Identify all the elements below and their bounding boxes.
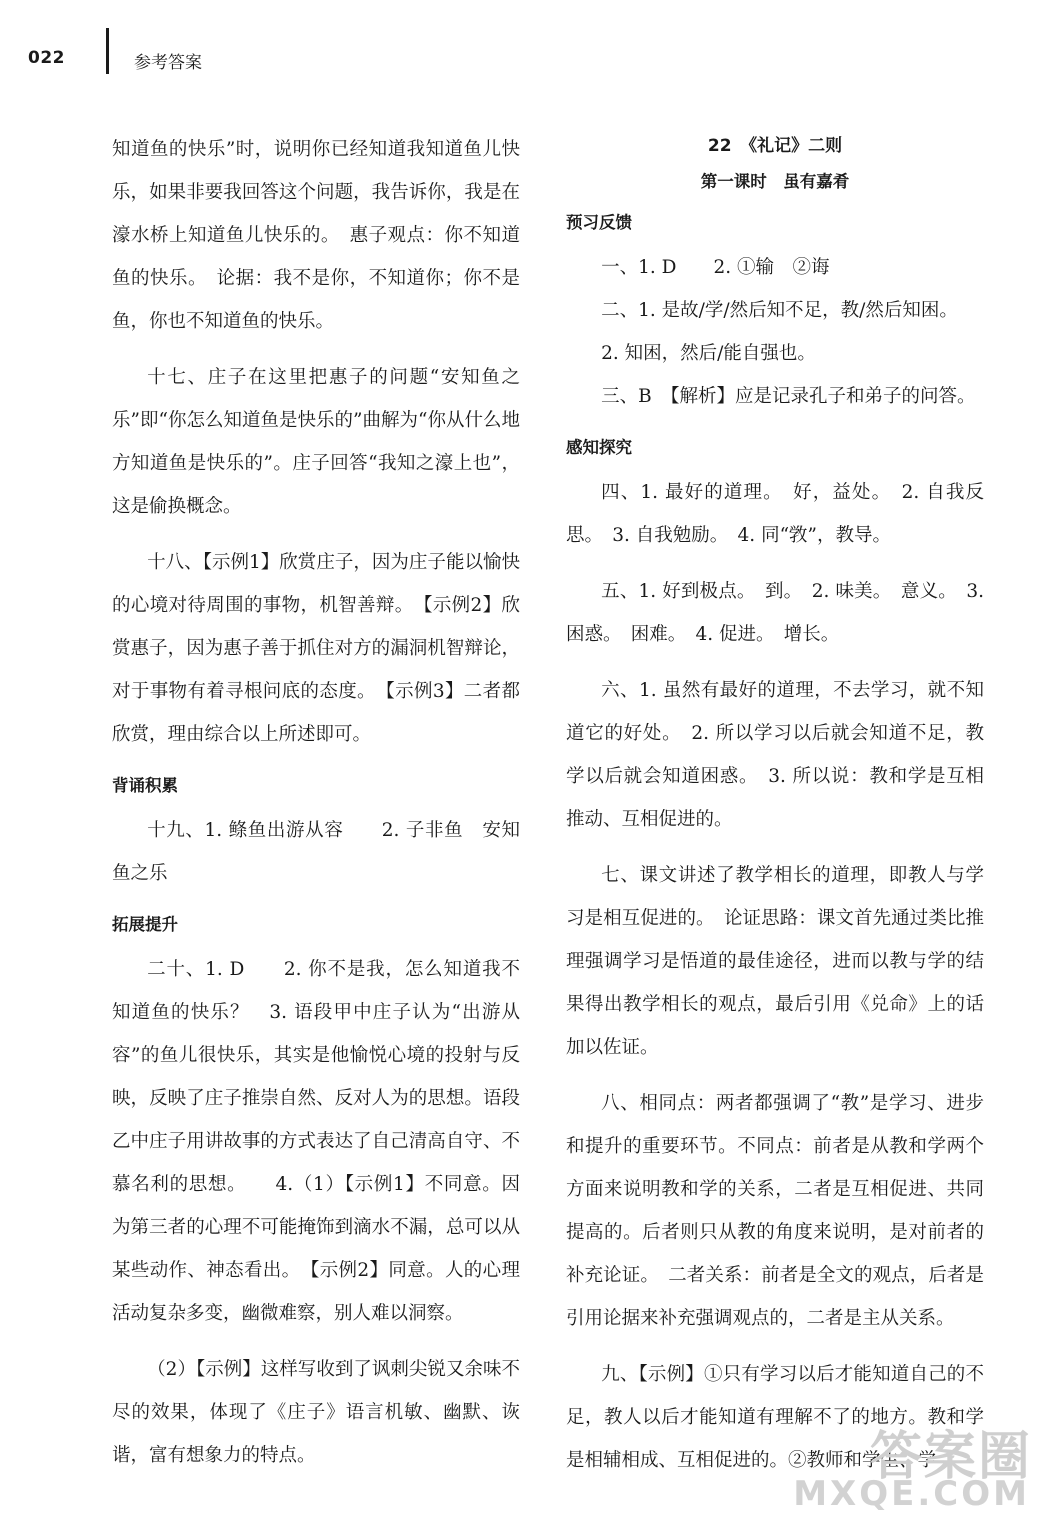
- running-title: 参考答案: [134, 53, 202, 73]
- answer-paragraph-20-part2: （2）【示例】这样写收到了讽刺尖锐又余味不尽的效果，体现了《庄子》语言机敏、幽默、诙谐，富有想象力的特点。: [112, 1359, 520, 1466]
- answer-paragraph-20: 二十、1. D 2. 你不是我，怎么知道我不知道鱼的快乐？ 3. 语段甲中庄子认为“出游从容”的鱼儿很快乐，其实是他愉悦心境的投射与反映，反映了庄子推崇自然、反对人为的思想。语段乙中庄子用讲故事的方式表达了自己清高自守、不慕名利的思想。 4.（1）【示例1】不同意。因为第三者的心理不可能掩饰到滴水不漏，总可以从某些动作、神态看出。 【示例2】同意。人的心理活动复杂多变，幽微难察，别人难以洞察。: [112, 959, 520, 1324]
- right-column: [566, 128, 984, 1495]
- answer-paragraph-17: 十七、庄子在这里把惠子的问题“安知鱼之乐”即“你怎么知道鱼是快乐的”曲解为“你从什么地方知道鱼是快乐的”。庄子回答“我知之濠上也”，这是偷换概念。: [112, 367, 520, 517]
- answer-paragraph-continued: 知道鱼的快乐”时，说明你已经知道我知道鱼儿快乐，如果非要我回答这个问题，我告诉你，我是在濠水桥上知道鱼儿快乐的。 惠子观点：你不知道鱼的快乐。 论据：我不是你，不知道你；你不是鱼，你也不知道鱼的快乐。: [112, 139, 520, 332]
- watermark-logo: [793, 1414, 1032, 1514]
- section-heading-preview: 预习反馈: [566, 213, 632, 232]
- answer-paragraph-19: 十九、1. 鲦鱼出游从容 2. 子非鱼 安知鱼之乐: [112, 820, 520, 884]
- answer-paragraph-8: 八、相同点：两者都强调了“教”是学习、进步和提升的重要环节。不同点：前者是从教和学两个方面来说明教和学的关系，二者是互相促进、共同提高的。后者则只从教的角度来说明，是对前者的补充论证。 二者关系：前者是全文的观点，后者是引用论据来补充强调观点的，二者是主从关系。: [566, 1093, 984, 1329]
- answer-paragraph-1: 一、1. D 2. ①输 ②诲: [601, 257, 830, 278]
- answer-paragraph-2b: 2. 知困，然后/能自强也。: [601, 343, 816, 364]
- section-heading-recite: 背诵积累: [112, 776, 178, 795]
- page-number: 022: [28, 48, 65, 68]
- answer-paragraph-2: 二、1. 是故/学/然后知不足，教/然后知困。: [601, 300, 958, 321]
- answer-paragraph-9: 九、【示例】①只有学习以后才能知道自己的不足，教人以后才能知道有理解不了的地方。教和学是相辅相成、互相促进的。②教师和学生、学: [566, 1364, 984, 1471]
- left-column: [112, 128, 520, 1490]
- header-divider: [106, 28, 109, 74]
- answer-paragraph-18: 十八、【示例1】欣赏庄子，因为庄子能以愉快的心境对待周围的事物，机智善辩。 【示例2】欣赏惠子，因为惠子善于抓住对方的漏洞机智辩论，对于事物有着寻根问底的态度。 【示例3】二者都欣赏，理由综合以上所述即可。: [112, 552, 520, 745]
- answer-paragraph-7: 七、课文讲述了教学相长的道理，即教人与学习是相互促进的。 论证思路：课文首先通过类比推理强调学习是悟道的最佳途径，进而以教与学的结果得出教学相长的观点，最后引用《兑命》上的话加以佐证。: [566, 865, 984, 1058]
- lesson-subtitle: 第一课时 虽有嘉肴: [700, 172, 850, 191]
- watermark-main: 答案圈: [869, 1427, 1032, 1487]
- answer-paragraph-5: 五、1. 好到极点。 到。 2. 味美。 意义。 3. 困惑。 困难。 4. 促进。 增长。: [566, 581, 984, 645]
- answer-paragraph-6: 六、1. 虽然有最好的道理，不去学习，就不知道它的好处。 2. 所以学习以后就会知道不足，教学以后就会知道困惑。 3. 所以说：教和学是互相推动、互相促进的。: [566, 680, 984, 830]
- answer-paragraph-3: 三、B 【解析】应是记录孔子和弟子的问答。: [601, 386, 976, 407]
- lesson-title: 22 《礼记》二则: [707, 136, 843, 156]
- section-heading-explore: 感知探究: [566, 438, 632, 457]
- answer-paragraph-4: 四、1. 最好的道理。 好，益处。 2. 自我反思。 3. 自我勉励。 4. 同“敩”，教导。: [566, 482, 984, 546]
- section-heading-extend: 拓展提升: [112, 915, 178, 934]
- watermark-url: MXQE.COM: [793, 1474, 1030, 1514]
